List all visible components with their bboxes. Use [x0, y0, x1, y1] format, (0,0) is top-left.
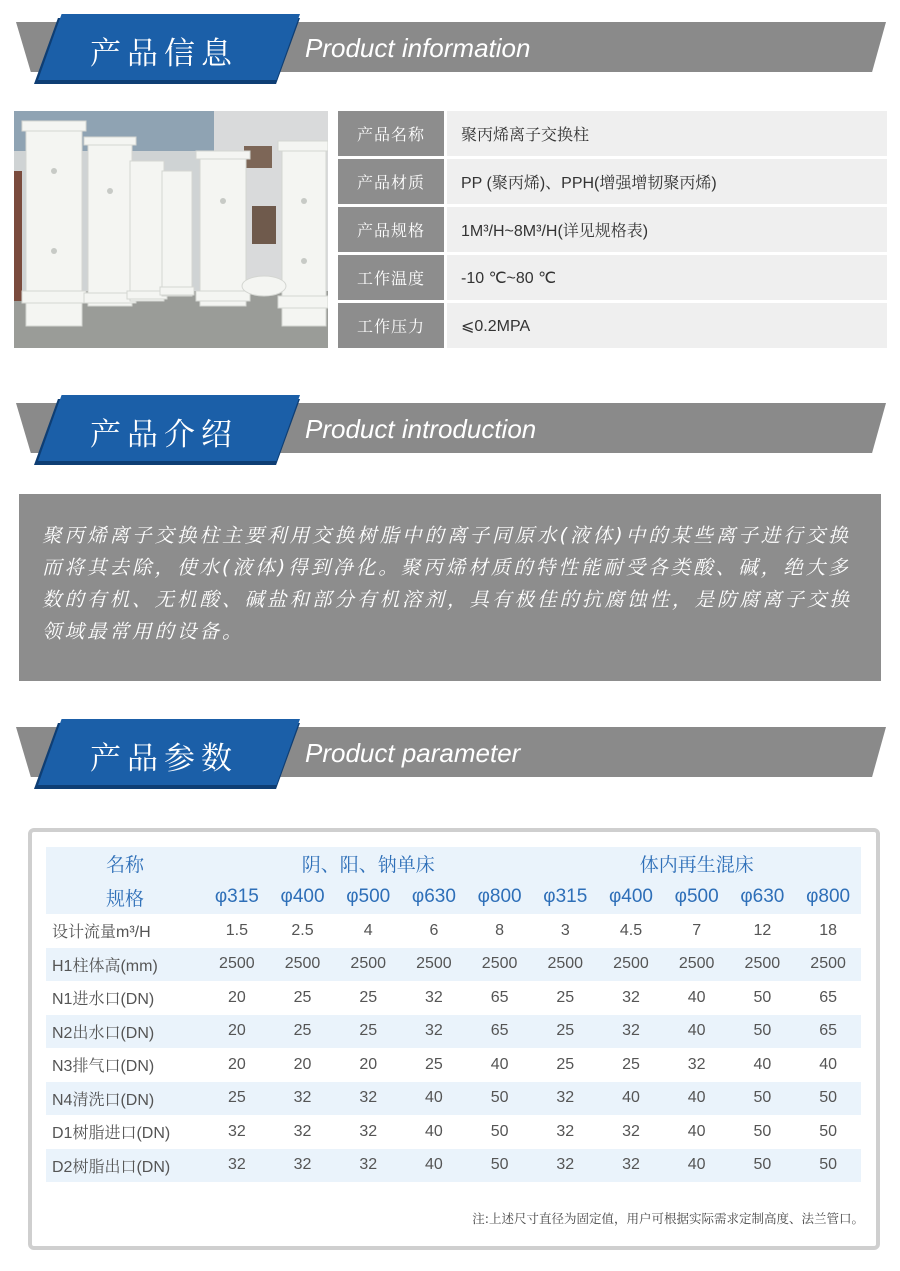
param-cell: 50 — [730, 1082, 796, 1116]
param-cell: 32 — [425, 988, 443, 1006]
param-cell: 65 — [490, 988, 509, 1006]
param-cell: 2500 — [467, 948, 533, 982]
param-cell: 40 — [687, 988, 706, 1006]
info-row-name — [338, 111, 887, 156]
param-row-label: D2树脂出口(DN) — [46, 1149, 204, 1183]
param-cell: 25 — [532, 1015, 598, 1049]
info-value: 聚丙烯离子交换柱 — [447, 111, 887, 156]
param-name-label: 名称 — [46, 847, 204, 881]
param-cell: 32 — [359, 1122, 378, 1140]
parameter-table — [46, 847, 861, 1182]
param-cell: 25 — [622, 1055, 640, 1073]
info-key: 工作压力 — [338, 303, 444, 348]
param-cell: 25 — [425, 1055, 443, 1073]
param-cell: 32 — [532, 1149, 598, 1183]
param-cell: 2.5 — [291, 921, 314, 939]
param-spec-cell: φ500 — [335, 881, 401, 915]
param-cell: 7 — [692, 921, 702, 939]
param-cell: 32 — [227, 1122, 246, 1140]
param-cell: 40 — [753, 1055, 772, 1073]
param-row — [46, 1082, 861, 1116]
param-row-label: N1进水口(DN) — [52, 991, 155, 1009]
param-spec-label: 规格 — [46, 881, 204, 915]
param-cell: 50 — [753, 988, 772, 1006]
param-cell: 2500 — [401, 948, 467, 982]
param-header-row — [46, 847, 861, 881]
param-row — [46, 1149, 861, 1183]
parameter-table-frame — [28, 828, 880, 1250]
param-cell: 65 — [819, 988, 837, 1006]
param-row-label: N2出水口(DN) — [46, 1015, 204, 1049]
info-key: 产品材质 — [338, 159, 444, 204]
param-cell: 40 — [664, 1149, 730, 1183]
param-spec-cell: φ630 — [401, 881, 467, 915]
param-cell: 40 — [425, 1122, 443, 1140]
intro-text: 聚丙烯离子交换柱主要利用交换树脂中的离子同原水(液体)中的某些离子进行交换而将其去除，使水(液体)得到净化。聚丙烯材质的特性能耐受各类酸、碱，绝大多数的有机、无机酸、碱盐和部分有机溶剂，具有极佳的抗腐蚀性，是防腐离子交换领域最常用的设备。 — [42, 524, 853, 643]
info-value: PP (聚丙烯)、PPH(增强增韧聚丙烯) — [447, 159, 887, 204]
param-cell: 20 — [227, 988, 246, 1006]
param-cell: 50 — [490, 1122, 509, 1140]
info-value: -10 ℃~80 ℃ — [447, 255, 887, 300]
param-cell: 3 — [560, 921, 570, 939]
param-spec-cell: φ630 — [730, 881, 796, 915]
param-cell: 50 — [753, 1122, 772, 1140]
product-photo — [14, 111, 328, 348]
param-cell: 1.5 — [225, 921, 248, 939]
param-row — [46, 914, 861, 948]
param-cell: 25 — [204, 1082, 270, 1116]
param-cell: 8 — [495, 921, 505, 939]
param-cell: 4.5 — [619, 921, 643, 939]
param-cell: 50 — [795, 1082, 861, 1116]
param-cell: 12 — [753, 921, 772, 939]
param-row — [46, 1115, 861, 1149]
param-cell: 50 — [819, 1122, 837, 1140]
param-cell: 20 — [293, 1055, 312, 1073]
info-key: 产品名称 — [338, 111, 444, 156]
param-cell: 40 — [598, 1082, 664, 1116]
param-cell: 32 — [687, 1055, 706, 1073]
info-key: 工作温度 — [338, 255, 444, 300]
info-row-material — [338, 159, 887, 204]
param-row — [46, 948, 861, 982]
info-key: 产品规格 — [338, 207, 444, 252]
param-row — [46, 981, 861, 1015]
param-cell: 25 — [556, 988, 575, 1006]
param-cell: 50 — [467, 1149, 533, 1183]
param-spec-cell: φ800 — [467, 881, 533, 915]
param-cell: 40 — [664, 1082, 730, 1116]
info-row-pressure — [338, 303, 887, 348]
param-cell: 2500 — [335, 948, 401, 982]
param-cell: 20 — [359, 1055, 378, 1073]
param-cell: 40 — [687, 1122, 706, 1140]
section-banner-param — [0, 719, 900, 789]
param-cell: 32 — [401, 1015, 467, 1049]
param-cell: 25 — [335, 1015, 401, 1049]
param-cell: 40 — [664, 1015, 730, 1049]
param-cell: 40 — [819, 1055, 837, 1073]
param-cell: 65 — [467, 1015, 533, 1049]
param-cell: 2500 — [664, 948, 730, 982]
param-spec-cell: φ800 — [795, 881, 861, 915]
param-cell: 2500 — [270, 948, 336, 982]
param-cell: 50 — [795, 1149, 861, 1183]
param-note: 注:上述尺寸直径为固定值，用户可根据实际需求定制高度、法兰管口。 — [472, 1211, 864, 1226]
param-cell: 25 — [293, 988, 312, 1006]
param-row-label: H1柱体高(mm) — [46, 948, 204, 982]
param-cell: 32 — [532, 1082, 598, 1116]
param-row-label: N4清洗口(DN) — [46, 1082, 204, 1116]
param-cell: 40 — [401, 1149, 467, 1183]
param-cell: 18 — [819, 921, 837, 939]
param-cell: 32 — [622, 988, 640, 1006]
param-cell: 65 — [795, 1015, 861, 1049]
section-title-en: Product introduction — [305, 414, 537, 444]
info-value: 1M³/H~8M³/H(详见规格表) — [447, 207, 887, 252]
product-info-table — [338, 111, 887, 351]
param-spec-cell: φ315 — [204, 881, 270, 915]
param-cell: 32 — [270, 1082, 336, 1116]
param-cell: 32 — [622, 1122, 640, 1140]
param-spec-cell: φ500 — [664, 881, 730, 915]
param-cell: 20 — [204, 1015, 270, 1049]
section-title-cn: 产品参数 — [90, 741, 238, 777]
param-spec-cell: φ315 — [532, 881, 598, 915]
param-cell: 2500 — [730, 948, 796, 982]
param-cell: 32 — [598, 1015, 664, 1049]
param-row — [46, 1015, 861, 1049]
param-row-label: 设计流量m³/H — [52, 924, 151, 942]
param-cell: 40 — [490, 1055, 509, 1073]
param-cell: 32 — [293, 1122, 312, 1140]
param-spec-row — [46, 881, 861, 915]
section-title-en: Product information — [305, 33, 531, 63]
param-row — [46, 1048, 861, 1082]
param-cell: 40 — [401, 1082, 467, 1116]
param-cell: 32 — [598, 1149, 664, 1183]
param-cell: 32 — [335, 1082, 401, 1116]
param-group-single-bed: 阴、阳、钠单床 — [204, 847, 532, 881]
section-title-cn: 产品信息 — [90, 36, 238, 72]
param-cell: 2500 — [795, 948, 861, 982]
param-cell: 20 — [227, 1055, 246, 1073]
info-row-spec — [338, 207, 887, 252]
param-cell: 25 — [359, 988, 378, 1006]
param-cell: 32 — [270, 1149, 336, 1183]
param-group-mixed-bed: 体内再生混床 — [532, 847, 861, 881]
param-cell: 25 — [270, 1015, 336, 1049]
section-banner-intro — [0, 395, 900, 465]
param-cell: 50 — [730, 1015, 796, 1049]
param-cell: 50 — [467, 1082, 533, 1116]
param-cell: 32 — [204, 1149, 270, 1183]
section-title-en: Product parameter — [305, 738, 521, 768]
param-cell: 4 — [363, 921, 373, 939]
param-row-label: N3排气口(DN) — [52, 1058, 155, 1076]
info-row-temperature — [338, 255, 887, 300]
intro-block — [19, 494, 881, 681]
section-title-cn: 产品介绍 — [90, 417, 238, 453]
param-row-label: D1树脂进口(DN) — [52, 1125, 171, 1143]
param-cell: 2500 — [204, 948, 270, 982]
param-spec-cell: φ400 — [598, 881, 664, 915]
param-cell: 2500 — [598, 948, 664, 982]
param-cell: 50 — [730, 1149, 796, 1183]
param-cell: 25 — [556, 1055, 575, 1073]
info-value: ⩽0.2MPA — [447, 303, 887, 348]
param-cell: 32 — [556, 1122, 575, 1140]
section-banner-info — [0, 14, 900, 84]
param-cell: 6 — [429, 921, 439, 939]
param-cell: 2500 — [532, 948, 598, 982]
param-cell: 32 — [335, 1149, 401, 1183]
param-spec-cell: φ400 — [270, 881, 336, 915]
